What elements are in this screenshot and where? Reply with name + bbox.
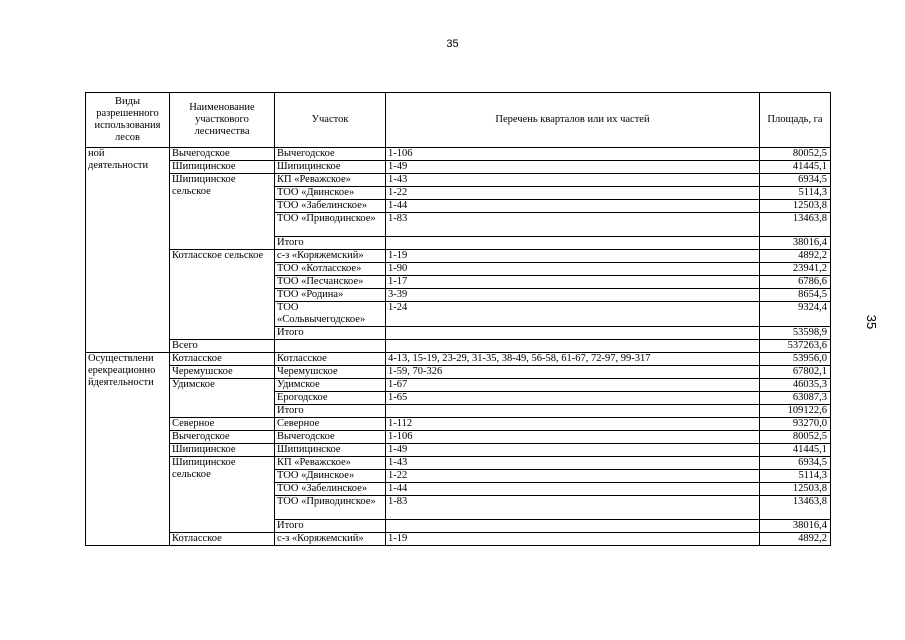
header-area: Площадь, га	[760, 93, 831, 148]
header-use-type: Виды разрешенного использования лесов	[86, 93, 170, 148]
area-cell: 38016,4	[760, 520, 831, 533]
quarters-cell: 1-19	[386, 533, 760, 546]
quarters-cell: 1-90	[386, 263, 760, 276]
quarters-cell: 1-65	[386, 392, 760, 405]
area-cell: 38016,4	[760, 237, 831, 250]
plot-cell: ТОО «Песчанское»	[275, 276, 386, 289]
area-cell: 46035,3	[760, 379, 831, 392]
plot-cell: ТОО «Котласское»	[275, 263, 386, 276]
table-row	[86, 148, 831, 161]
forestry-cell: Удимское	[170, 379, 275, 418]
plot-cell: ТОО «Забелинское»	[275, 483, 386, 496]
quarters-cell: 1-106	[386, 148, 760, 161]
area-cell: 80052,5	[760, 148, 831, 161]
area-cell: 6786,6	[760, 276, 831, 289]
quarters-cell: 1-59, 70-326	[386, 366, 760, 379]
plot-cell: с-з «Коряжемский»	[275, 250, 386, 263]
plot-cell	[275, 340, 386, 353]
table-row	[86, 174, 831, 187]
area-cell: 6934,5	[760, 174, 831, 187]
quarters-cell: 1-67	[386, 379, 760, 392]
quarters-cell: 1-106	[386, 431, 760, 444]
forestry-cell: Котласское	[170, 533, 275, 546]
forestry-cell: Котласское сельское	[170, 250, 275, 340]
table-row	[86, 353, 831, 366]
plot-cell: с-з «Коряжемский»	[275, 533, 386, 546]
plot-cell: ТОО «Забелинское»	[275, 200, 386, 213]
quarters-cell: 1-83	[386, 213, 760, 237]
area-cell: 80052,5	[760, 431, 831, 444]
forest-use-table	[85, 92, 831, 546]
plot-cell: Итого	[275, 405, 386, 418]
plot-cell: Шипицинское	[275, 444, 386, 457]
quarters-cell: 1-43	[386, 457, 760, 470]
plot-cell: Черемушское	[275, 366, 386, 379]
plot-cell: ТОО «Двинское»	[275, 187, 386, 200]
area-cell: 12503,8	[760, 200, 831, 213]
area-cell: 67802,1	[760, 366, 831, 379]
forestry-cell: Вычегодское	[170, 431, 275, 444]
quarters-cell: 1-49	[386, 444, 760, 457]
header-quarters: Перечень кварталов или их частей	[386, 93, 760, 148]
table-row	[86, 379, 831, 392]
quarters-cell: 4-13, 15-19, 23-29, 31-35, 38-49, 56-58, 61-67, 72-97, 99-317	[386, 353, 760, 366]
plot-cell: Ерогодское	[275, 392, 386, 405]
plot-cell: КП «Реважское»	[275, 457, 386, 470]
forestry-cell: Шипицинское сельское	[170, 174, 275, 250]
area-cell: 13463,8	[760, 496, 831, 520]
plot-cell: ТОО «Приводинское»	[275, 496, 386, 520]
plot-cell: Итого	[275, 237, 386, 250]
area-cell: 12503,8	[760, 483, 831, 496]
area-cell: 109122,6	[760, 405, 831, 418]
forestry-cell: Шипицинское	[170, 444, 275, 457]
plot-cell: ТОО «Родина»	[275, 289, 386, 302]
page-number-side: 35	[864, 314, 879, 330]
quarters-cell	[386, 405, 760, 418]
quarters-cell: 1-44	[386, 483, 760, 496]
table-row	[86, 161, 831, 174]
plot-cell: ТОО «Сольвычегодское»	[275, 302, 386, 327]
quarters-cell: 1-49	[386, 161, 760, 174]
forestry-cell: Всего	[170, 340, 275, 353]
forestry-cell: Вычегодское	[170, 148, 275, 161]
plot-cell: КП «Реважское»	[275, 174, 386, 187]
area-cell: 13463,8	[760, 213, 831, 237]
area-cell: 41445,1	[760, 161, 831, 174]
area-cell: 537263,6	[760, 340, 831, 353]
table-row	[86, 418, 831, 431]
table-row	[86, 366, 831, 379]
plot-cell: Итого	[275, 327, 386, 340]
area-cell: 5114,3	[760, 187, 831, 200]
use-type-cell: Осуществлени ерекреационно йдеятельности	[86, 353, 170, 546]
quarters-cell: 1-83	[386, 496, 760, 520]
quarters-cell: 1-22	[386, 187, 760, 200]
quarters-cell	[386, 340, 760, 353]
quarters-cell: 3-39	[386, 289, 760, 302]
table-row	[86, 250, 831, 263]
area-cell: 8654,5	[760, 289, 831, 302]
forestry-cell: Шипицинское сельское	[170, 457, 275, 533]
area-cell: 4892,2	[760, 533, 831, 546]
table-row	[86, 444, 831, 457]
plot-cell: Шипицинское	[275, 161, 386, 174]
area-cell: 93270,0	[760, 418, 831, 431]
area-cell: 6934,5	[760, 457, 831, 470]
area-cell: 9324,4	[760, 302, 831, 327]
quarters-cell: 1-19	[386, 250, 760, 263]
area-cell: 63087,3	[760, 392, 831, 405]
area-cell: 41445,1	[760, 444, 831, 457]
plot-cell: Вычегодское	[275, 431, 386, 444]
forestry-cell: Черемушское	[170, 366, 275, 379]
forestry-cell: Северное	[170, 418, 275, 431]
table-row	[86, 431, 831, 444]
header-plot: Участок	[275, 93, 386, 148]
area-cell: 5114,3	[760, 470, 831, 483]
plot-cell: Северное	[275, 418, 386, 431]
forestry-cell: Котласское	[170, 353, 275, 366]
area-cell: 4892,2	[760, 250, 831, 263]
forestry-cell: Шипицинское	[170, 161, 275, 174]
plot-cell: Удимское	[275, 379, 386, 392]
area-cell: 23941,2	[760, 263, 831, 276]
area-cell: 53956,0	[760, 353, 831, 366]
quarters-cell: 1-22	[386, 470, 760, 483]
quarters-cell	[386, 327, 760, 340]
table-row	[86, 533, 831, 546]
table-row	[86, 340, 831, 353]
plot-cell: Итого	[275, 520, 386, 533]
quarters-cell: 1-17	[386, 276, 760, 289]
table-row	[86, 457, 831, 470]
use-type-cell: ной деятельности	[86, 148, 170, 353]
plot-cell: ТОО «Приводинское»	[275, 213, 386, 237]
quarters-cell: 1-43	[386, 174, 760, 187]
quarters-cell	[386, 520, 760, 533]
plot-cell: Котласское	[275, 353, 386, 366]
header-forestry: Наименование участкового лесничества	[170, 93, 275, 148]
page-number-top: 35	[446, 38, 459, 50]
plot-cell: ТОО «Двинское»	[275, 470, 386, 483]
quarters-cell: 1-44	[386, 200, 760, 213]
area-cell: 53598,9	[760, 327, 831, 340]
quarters-cell	[386, 237, 760, 250]
table-header-row	[86, 93, 831, 148]
quarters-cell: 1-112	[386, 418, 760, 431]
plot-cell: Вычегодское	[275, 148, 386, 161]
quarters-cell: 1-24	[386, 302, 760, 327]
